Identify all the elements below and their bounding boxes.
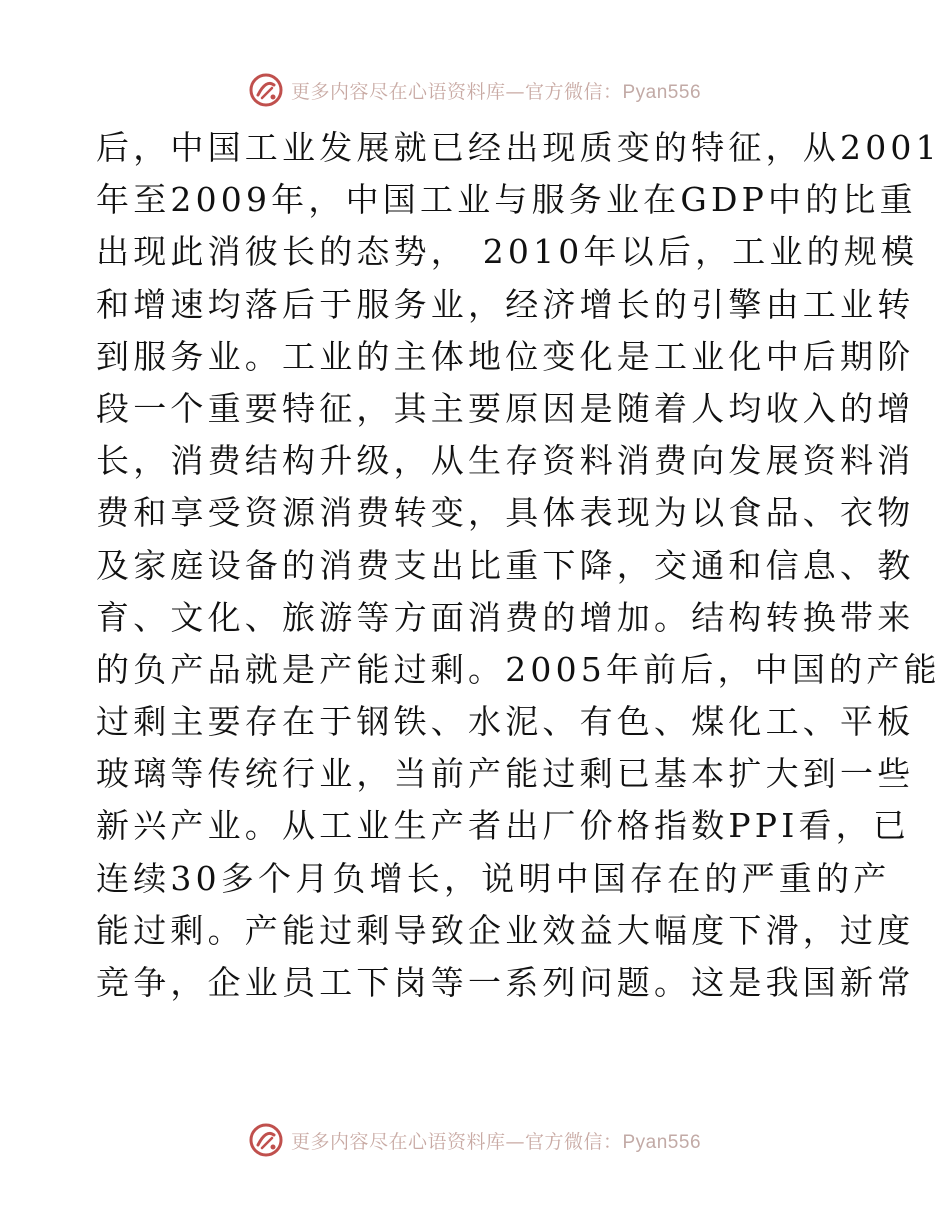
text-line: 到服务业。工业的主体地位变化是工业化中后期阶 <box>96 336 915 376</box>
text-line: 能过剩。产能过剩导致企业效益大幅度下滑，过度 <box>96 910 915 950</box>
watermark-text: 更多内容尽在心语资料库—官方微信：Pyan556 <box>290 1130 702 1153</box>
text-line: 段一个重要特征，其主要原因是随着人均收入的增 <box>96 388 915 428</box>
text-line: 及家庭设备的消费支出比重下降，交通和信息、教 <box>96 545 915 585</box>
text-line: 的负产品就是产能过剩。2005年前后，中国的产能 <box>96 649 941 689</box>
text-line: 新兴产业。从工业生产者出厂价格指数PPI看，已 <box>96 806 911 846</box>
seal-logo-icon <box>249 1123 283 1157</box>
text-line: 年至2009年，中国工业与服务业在GDP中的比重 <box>96 180 917 220</box>
document-body <box>96 122 941 1009</box>
text-line: 费和享受资源消费转变，具体表现为以食品、衣物 <box>96 493 915 533</box>
seal-logo-icon <box>249 73 283 107</box>
text-line: 玻璃等传统行业，当前产能过剩已基本扩大到一些 <box>96 754 915 794</box>
text-line: 育、文化、旅游等方面消费的增加。结构转换带来 <box>96 597 915 637</box>
watermark-handle: Pyan556 <box>622 1131 702 1153</box>
header-watermark <box>0 70 950 110</box>
text-line: 和增速均落后于服务业，经济增长的引擎由工业转 <box>96 284 915 324</box>
text-line: 过剩主要存在于钢铁、水泥、有色、煤化工、平板 <box>96 702 915 742</box>
text-line: 长，消费结构升级，从生存资料消费向发展资料消 <box>96 441 915 481</box>
watermark-text: 更多内容尽在心语资料库—官方微信：Pyan556 <box>290 80 702 103</box>
watermark-handle: Pyan556 <box>622 81 702 103</box>
text-line: 竞争，企业员工下岗等一系列问题。这是我国新常 <box>96 963 915 1002</box>
text-line: 后，中国工业发展就已经出现质变的特征，从2001 <box>96 128 941 167</box>
footer-watermark <box>0 1120 950 1160</box>
text-line: 连续30多个月负增长，说明中国存在的严重的产 <box>96 858 891 898</box>
text-line: 出现此消彼长的态势， 2010年以后，工业的规模 <box>96 232 919 272</box>
